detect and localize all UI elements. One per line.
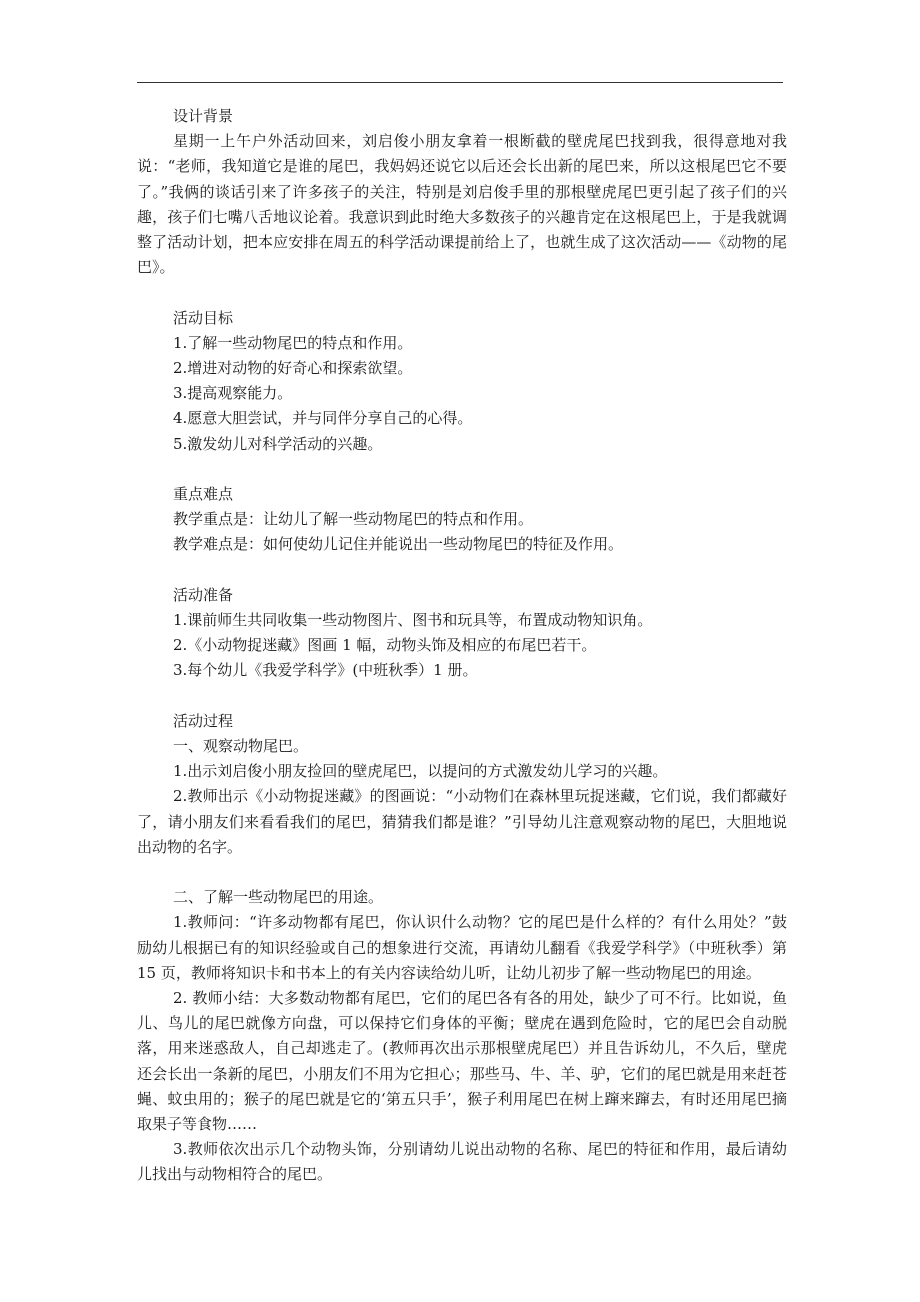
key-point-item: 教学重点是：让幼儿了解一些动物尾巴的特点和作用。: [173, 510, 534, 529]
background-paragraph: 星期一上午户外活动回来，刘启俊小朋友拿着一根断截的壁虎尾巴找到我，很得意地对我说：“老师，我知道它是谁的尾巴，我妈妈还说它以后还会长出新的尾巴来，所以这根尾巴它不要了。”我俩的谈话引来了许多孩子的关注，特别是刘启俊手里的那根壁虎尾巴更引起了孩子们的兴趣，孩子们七嘴八舌地议论着。我意识到此时绝大多数孩子的兴趣肯定在这根尾巴上，于是我就调整了活动计划，把本应安排在周五的科学活动课提前给上了，也就生成了这次活动——《动物的尾巴》。: [137, 132, 787, 277]
preparation-item: 3.每个幼儿《我爱学科学》(中班秋季）1 册。: [173, 661, 478, 680]
process-item: 2.教师出示《小动物捉迷藏》的图画说：“小动物们在森林里玩捉迷藏，它们说，我们都藏好了，请小朋友们来看看我们的尾巴，猜猜我们都是谁？”引导幼儿注意观察动物的尾巴，大胆地说出动物的名字。: [137, 787, 787, 856]
section-heading-goals: 活动目标: [173, 308, 234, 327]
process-item: 1.教师问：“许多动物都有尾巴，你认识什么动物？它的尾巴是什么样的？有什么用处？”鼓励幼儿根据已有的知识经验或自己的想象进行交流，再请幼儿翻看《我爱学科学》（中班秋季）第 15 页，教师将知识卡和书本上的有关内容读给幼儿听，让幼儿初步了解一些动物尾巴的用途。: [137, 913, 787, 982]
process-item: 1.出示刘启俊小朋友捡回的壁虎尾巴，以提问的方式激发幼儿学习的兴趣。: [173, 762, 668, 781]
spacer: [137, 280, 787, 305]
section-heading-process: 活动过程: [173, 711, 234, 730]
section-heading-background: 设计背景: [173, 107, 234, 125]
section-heading-preparation: 活动准备: [173, 585, 234, 604]
spacer: [137, 860, 787, 885]
top-rule: [137, 82, 783, 83]
process-item: 3.教师依次出示几个动物头饰，分别请幼儿说出动物的名称、尾巴的特征和作用，最后请幼儿找出与动物相符合的尾巴。: [137, 1140, 787, 1184]
process-part-title: 一、观察动物尾巴。: [173, 737, 309, 756]
process-item: 2. 教师小结：大多数动物都有尾巴，它们的尾巴各有各的用处，缺少了可不行。比如说，鱼儿、鸟儿的尾巴就像方向盘，可以保持它们身体的平衡；壁虎在遇到危险时，它的尾巴会自动脱落，用来迷惑敌人，自己却逃走了。(教师再次出示那根壁虎尾巴）并且告诉幼儿，不久后，壁虎还会长出一条新的尾巴，小朋友们不用为它担心；那些马、牛、羊、驴，它们的尾巴就是用来赶苍蝇、蚊虫用的；猴子的尾巴就是它的‘第五只手’，猴子利用尾巴在树上蹿来蹿去，有时还用尾巴摘取果子等食物……: [137, 989, 787, 1134]
goal-item: 5.激发幼儿对科学活动的兴趣。: [173, 434, 383, 453]
preparation-item: 1.课前师生共同收集一些动物图片、图书和玩具等，布置成动物知识角。: [173, 611, 653, 630]
key-point-item: 教学难点是：如何使幼儿记住并能说出一些动物尾巴的特征及作用。: [173, 535, 624, 554]
process-part-title: 二、了解一些动物尾巴的用途。: [173, 888, 384, 907]
spacer: [137, 457, 787, 482]
goal-item: 2.增进对动物的好奇心和探索欲望。: [173, 359, 413, 378]
goal-item: 3.提高观察能力。: [173, 384, 293, 403]
goal-item: 1.了解一些动物尾巴的特点和作用。: [173, 333, 413, 352]
document-body: [137, 104, 787, 1188]
goal-item: 4.愿意大胆尝试，并与同伴分享自己的心得。: [173, 409, 473, 428]
section-heading-key-points: 重点难点: [173, 485, 234, 504]
spacer: [137, 684, 787, 709]
preparation-item: 2.《小动物捉迷藏》图画 1 幅，动物头饰及相应的布尾巴若干。: [173, 636, 597, 655]
spacer: [137, 558, 787, 583]
